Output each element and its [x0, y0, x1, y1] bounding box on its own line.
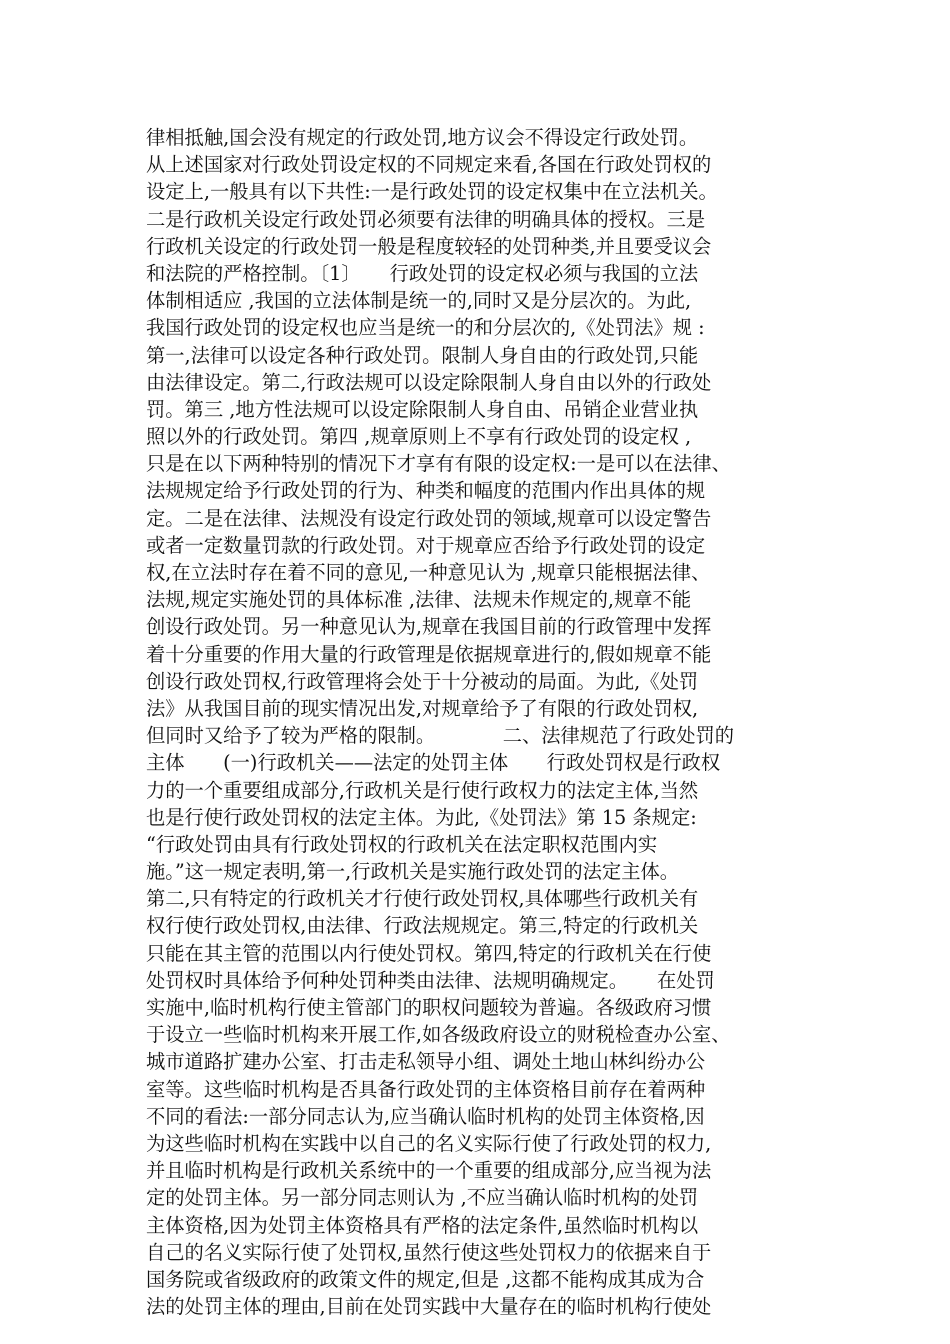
text-line: 也是行使行政处罚权的法定主体。为此,《处罚法》第 15 条规定: — [146, 805, 697, 829]
text-line: 行政机关设定的行政处罚一般是程度较轻的处罚种类,并且要受议会 — [146, 234, 712, 258]
text-line: 主体 (一)行政机关——法定的处罚主体 行政处罚权是行政权 — [146, 751, 721, 775]
text-line: 照以外的行政处罚。第四 ,规章原则上不享有行政处罚的设定权 , — [146, 425, 692, 449]
text-line: 力的一个重要组成部分,行政机关是行使行政权力的法定主体,当然 — [146, 778, 699, 802]
text-line: 城市道路扩建办公室、打击走私领导小组、调处土地山林纠纷办公 — [146, 1050, 706, 1074]
text-line: 着十分重要的作用大量的行政管理是依据规章进行的,假如规章不能 — [146, 642, 712, 666]
text-line: 或者一定数量罚款的行政处罚。对于规章应否给予行政处罚的设定 — [146, 533, 706, 557]
text-line: 只能在其主管的范围以内行使处罚权。第四,特定的行政机关在行使 — [146, 941, 712, 965]
text-line: 和法院的严格控制。〔1〕 行政处罚的设定权必须与我国的立法 — [146, 261, 699, 285]
text-line: 施。”这一规定表明,第一,行政机关是实施行政处罚的法定主体。 — [146, 860, 680, 884]
text-line: 第一,法律可以设定各种行政处罚。限制人身自由的行政处罚,只能 — [146, 343, 699, 367]
text-line: 实施中,临时机构行使主管部门的职权问题较为普遍。各级政府习惯 — [146, 996, 712, 1019]
text-line: 我国行政处罚的设定权也应当是统一的和分层次的,《处罚法》规 : — [146, 316, 705, 340]
text-line: 只是在以下两种特别的情况下才享有有限的设定权:一是可以在法律、 — [146, 452, 731, 476]
text-line: 从上述国家对行政处罚设定权的不同规定来看,各国在行政处罚权的 — [146, 153, 712, 177]
text-line: 定的处罚主体。另一部分同志则认为 ,不应当确认临时机构的处罚 — [146, 1186, 699, 1210]
text-line: 法规,规定实施处罚的具体标准 ,法律、法规未作规定的,规章不能 — [146, 588, 692, 612]
text-line: 国务院或省级政府的政策文件的规定,但是 ,这都不能构成其成为合 — [146, 1267, 705, 1291]
text-line: 罚。第三 ,地方性法规可以设定除限制人身自由、吊销企业营业执 — [146, 397, 699, 421]
text-line: 二是行政机关设定行政处罚必须要有法律的明确具体的授权。三是 — [146, 207, 706, 231]
text-line: 主体资格,因为处罚主体资格具有严格的法定条件,虽然临时机构以 — [146, 1213, 699, 1237]
text-line: 第二,只有特定的行政机关才行使行政处罚权,具体哪些行政机关有 — [146, 887, 699, 911]
body-text — [146, 124, 816, 1320]
text-line: 创设行政处罚。另一种意见认为,规章在我国目前的行政管理中发挥 — [146, 615, 712, 639]
text-line: 由法律设定。第二,行政法规可以设定除限制人身自由以外的行政处 — [146, 370, 712, 394]
text-line: 法的处罚主体的理由,目前在处罚实践中大量存在的临时机构行使处 — [146, 1295, 712, 1319]
text-line: 不同的看法:一部分同志认为,应当确认临时机构的处罚主体资格,因 — [146, 1104, 705, 1128]
text-line: 法规规定给予行政处罚的行为、种类和幅度的范围内作出具体的规 — [146, 479, 706, 503]
text-line: 律相抵触,国会没有规定的行政处罚,地方议会不得设定行政处罚。 — [146, 126, 699, 149]
text-line: 并且临时机构是行政机关系统中的一个重要的组成部分,应当视为法 — [146, 1159, 712, 1183]
text-line: 于设立一些临时机构来开展工作,如各级政府设立的财税检查办公室、 — [146, 1023, 731, 1047]
text-line: 体制相适应 ,我国的立法体制是统一的,同时又是分层次的。为此, — [146, 289, 692, 313]
text-line: 权行使行政处罚权,由法律、行政法规规定。第三,特定的行政机关 — [146, 914, 699, 938]
text-line: 室等。这些临时机构是否具备行政处罚的主体资格目前存在着两种 — [146, 1077, 706, 1101]
text-line: 权,在立法时存在着不同的意见,一种意见认为 ,规章只能根据法律、 — [146, 561, 711, 584]
text-line: 但同时又给予了较为严格的限制。 二、法律规范了行政处罚的 — [146, 724, 735, 748]
text-line: 自己的名义实际行使了处罚权,虽然行使这些处罚权力的依据来自于 — [146, 1240, 712, 1264]
text-line: 创设行政处罚权,行政管理将会处于十分被动的局面。为此,《处罚 — [146, 669, 699, 693]
text-line: 处罚权时具体给予何种处罚种类由法律、法规明确规定。 在处罚 — [146, 968, 715, 992]
text-line: 设定上,一般具有以下共性:一是行政处罚的设定权集中在立法机关。 — [146, 180, 718, 204]
text-line: 定。二是在法律、法规没有设定行政处罚的领域,规章可以设定警告 — [146, 506, 712, 530]
text-line: 为这些临时机构在实践中以自己的名义实际行使了行政处罚的权力, — [146, 1131, 712, 1155]
text-line: 法》从我国目前的现实情况出发,对规章给予了有限的行政处罚权, — [146, 696, 699, 720]
text-line: “行政处罚由具有行政处罚权的行政机关在法定职权范围内实 — [146, 832, 658, 856]
